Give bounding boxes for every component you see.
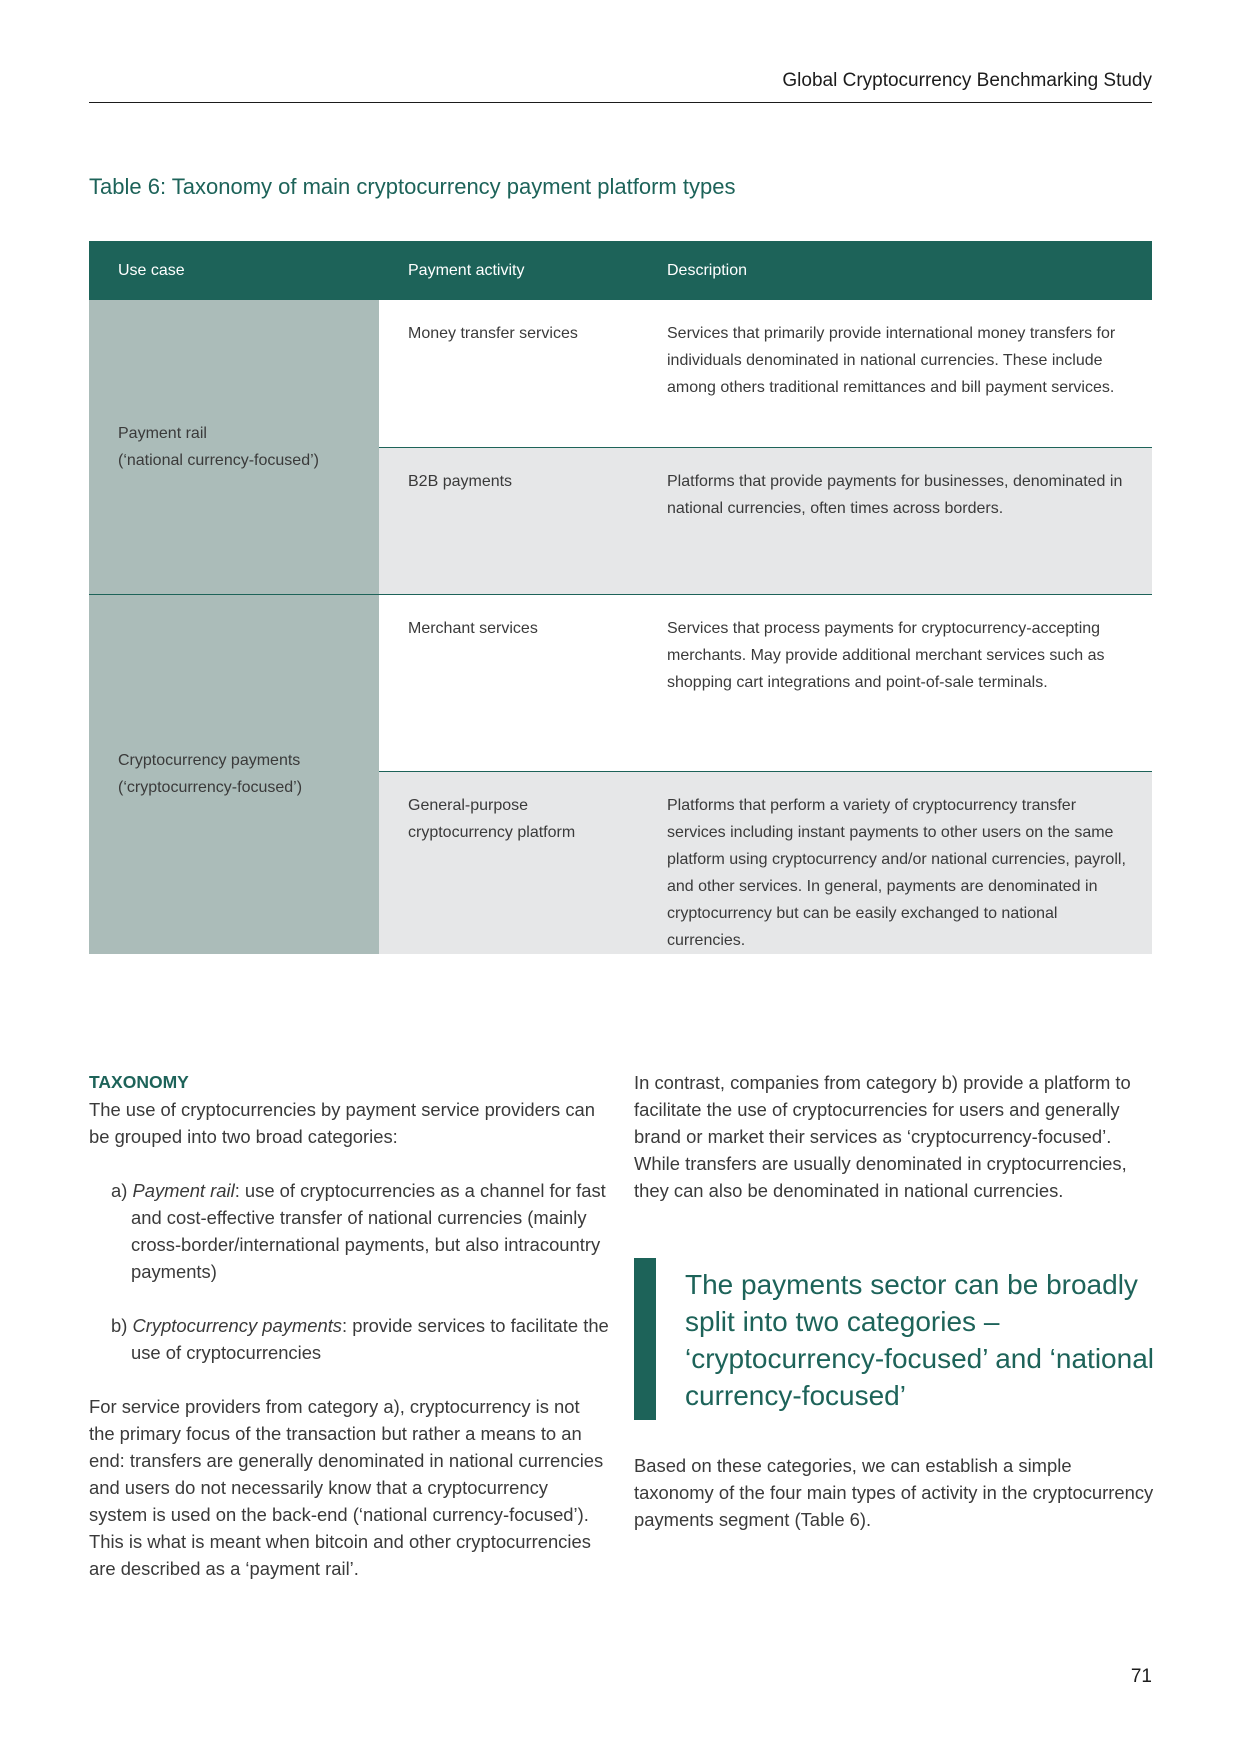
description-cell: Services that primarily provide international money transfers for individuals denominated in national currencies. These include among others traditional remittances and bill payment services. xyxy=(638,300,1152,447)
closing-paragraph: For service providers from category a), cryptocurrency is not the primary focus of the transaction but rather a means to an end: transfers are generally denominated in national currencies and users do not necessarily know that a cryptocurrency system is used on the back-end (‘national currency-focused’). This is what is meant when bitcoin and other cryptocurrencies are described as a ‘payment rail’. xyxy=(89,1396,604,1579)
section-heading: TAXONOMY xyxy=(89,1072,189,1092)
list-marker: a) xyxy=(111,1180,133,1201)
table-row xyxy=(89,594,1152,771)
contrast-paragraph: In contrast, companies from category b) provide a platform to facilitate the use of cryptocurrencies for users and generally brand or market their services as ‘cryptocurrency-focused’. While transfers are usually denominated in cryptocurrencies, they can also be denominated in national currencies. xyxy=(634,1072,1131,1201)
pull-quote-text: The payments sector can be broadly split into two categories – ‘cryptocurrency-focused’ and ‘national currency-focused’ xyxy=(685,1269,1154,1411)
use-case-label: Payment rail xyxy=(118,424,207,442)
use-case-cell xyxy=(89,300,379,594)
list-term: Cryptocurrency payments xyxy=(132,1315,342,1336)
page-number: 71 xyxy=(1130,1666,1152,1687)
payment-activity-cell: General-purpose cryptocurrency platform xyxy=(379,771,638,954)
summary-paragraph: Based on these categories, we can establish a simple taxonomy of the four main types of activity in the cryptocurrency payments segment (Table 6). xyxy=(634,1455,1154,1530)
list-marker: b) xyxy=(111,1315,133,1336)
list-text: : use of cryptocurrencies as a channel for fast and cost-effective transfer of national currencies (mainly cross-border/international payments, but also intracountry payments) xyxy=(131,1180,606,1282)
list-item-a xyxy=(89,1177,609,1285)
page-header xyxy=(89,66,1152,103)
column-header-use-case: Use case xyxy=(89,241,379,300)
payment-activity-cell: Merchant services xyxy=(379,594,638,771)
use-case-sublabel: (‘national currency-focused’) xyxy=(118,451,319,469)
column-header-description: Description xyxy=(638,241,1152,300)
running-header-title: Global Cryptocurrency Benchmarking Study xyxy=(782,70,1152,91)
table-caption: Table 6: Taxonomy of main cryptocurrency payment platform types xyxy=(89,174,736,199)
list-text: : provide services to facilitate the use of cryptocurrencies xyxy=(131,1315,609,1363)
left-text-column xyxy=(89,1069,609,1582)
table-row xyxy=(89,300,1152,447)
right-text-column xyxy=(634,1069,1154,1533)
description-cell: Services that process payments for cryptocurrency-accepting merchants. May provide additional merchant services such as shopping cart integrations and point-of-sale terminals. xyxy=(638,594,1152,771)
description-cell: Platforms that perform a variety of cryptocurrency transfer services including instant payments to other users on the same platform using cryptocurrency and/or national currencies, payroll, and other services. In general, payments are denominated in cryptocurrency but can be easily exchanged to national currencies. xyxy=(638,771,1152,954)
intro-paragraph: The use of cryptocurrencies by payment service providers can be grouped into two broad categories: xyxy=(89,1099,595,1147)
list-term: Payment rail xyxy=(132,1180,235,1201)
description-cell: Platforms that provide payments for businesses, denominated in national currencies, often times across borders. xyxy=(638,447,1152,594)
pull-quote-bar xyxy=(634,1258,656,1420)
payment-activity-cell: B2B payments xyxy=(379,447,638,594)
payment-activity-cell: Money transfer services xyxy=(379,300,638,447)
taxonomy-table xyxy=(89,241,1152,954)
table-header-row xyxy=(89,241,1152,300)
use-case-cell xyxy=(89,594,379,954)
pull-quote xyxy=(634,1258,1154,1418)
list-item-b xyxy=(89,1312,609,1366)
column-header-payment-activity: Payment activity xyxy=(379,241,638,300)
use-case-sublabel: (‘cryptocurrency-focused’) xyxy=(118,779,303,796)
use-case-label: Cryptocurrency payments xyxy=(118,752,301,769)
